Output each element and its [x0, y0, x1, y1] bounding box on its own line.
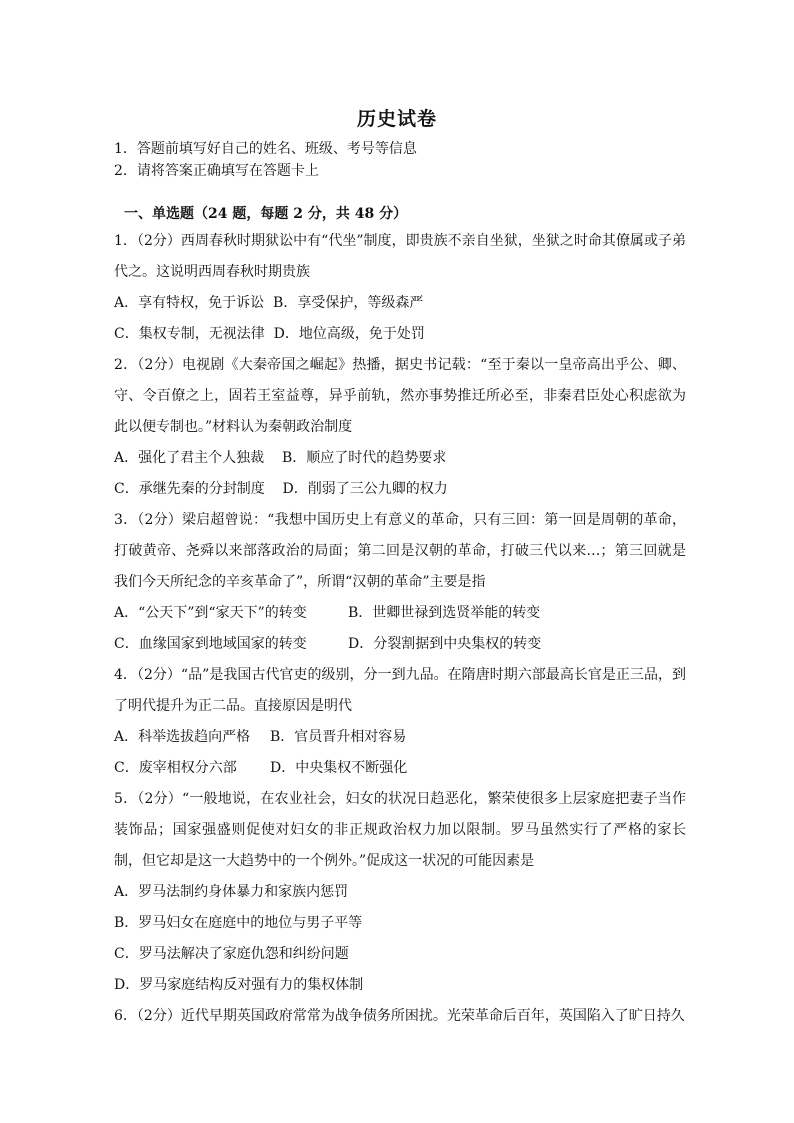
option-a: A．罗马法制约身体暴力和家族内惩罚: [114, 884, 349, 900]
question-stem: 5．（2分）“一般地说，在农业社会，妇女的状况日趋恶化，繁荣使很多上层家庭把妻子当作装饰品；国家强盛则促使对妇女的非正规政治权力加以限制。罗马虽然实行了严格的家长制，但它却是这一大趋势中的一个例外。”促成这一状况的可能因素是: [114, 791, 686, 869]
option-d: D．中央集权不断强化: [270, 760, 408, 776]
watermark: [618, 756, 648, 793]
option-d: D．削弱了三公九卿的权力: [282, 481, 448, 497]
option-b: B．罗马妇女在庭庭中的地位与男子平等: [114, 915, 363, 931]
instruction-line: 1．答题前填写好自己的姓名、班级、考号等信息: [114, 141, 417, 157]
option-row: [114, 598, 686, 629]
option-b: B．享受保护，等级森严: [273, 295, 424, 311]
option-d: D．分裂割据到中央集权的转变: [348, 636, 542, 652]
option-row: [114, 629, 686, 660]
option-a: A．科举选拔趋向严格: [114, 729, 251, 745]
question-stem: 3．（2分）梁启超曾说：“我想中国历史上有意义的革命，只有三回：第一回是周朝的革命，打破黄帝、尧舜以来部落政治的局面；第二回是汉朝的革命，打破三代以来…；第三回就是我们今天所纪念的辛亥革命了”，所谓“汉朝的革命”主要是指: [114, 512, 686, 590]
option-c: C．集权专制，无视法律: [114, 326, 265, 342]
question-stem: 2．（2分）电视剧《大秦帝国之崛起》热播，据史书记载：“至于秦以一皇帝高出乎公、卿、守、令百僚之上，固若王室益尊，异乎前轨，然亦事势推迁所必至，非秦君臣处心积虑欲为此以便专制也。”材料认为秦朝政治制度: [114, 357, 686, 435]
option-a: A．“公天下”到“家天下”的转变: [114, 605, 307, 621]
option-row: [114, 908, 686, 939]
option-d: D．地位高级，免于处罚: [273, 326, 425, 342]
option-row: [114, 474, 686, 505]
option-row: [114, 722, 686, 753]
option-row: [114, 288, 686, 319]
option-c: C．承继先秦的分封制度: [114, 481, 265, 497]
option-row: [114, 753, 686, 784]
option-row: [114, 939, 686, 970]
instruction-line: 2．请将答案正确填写在答题卡上: [114, 163, 319, 179]
option-row: [114, 443, 686, 474]
option-c: C．罗马法解决了家庭仇怨和纠纷问题: [114, 946, 349, 962]
option-row: [114, 877, 686, 908]
option-b: B．顺应了时代的趋势要求: [281, 450, 447, 466]
option-b: B．官员晋升相对容易: [270, 729, 407, 745]
page-title: 历史试卷: [356, 108, 437, 130]
question-stem: 6．（2分）近代早期英国政府常常为战争债务所困扰。光荣革命后百年，英国陷入了旷日持久: [114, 1008, 685, 1024]
option-c: C．废宰相权分六部: [114, 760, 237, 776]
option-row: [114, 970, 686, 1001]
section-heading: 一、单选题（24 题，每题 2 分，共 48 分）: [124, 206, 408, 222]
option-row: [114, 319, 686, 350]
instructions: [114, 138, 417, 182]
option-a: A．享有特权，免于诉讼: [114, 295, 265, 311]
question-stem: 4．（2分）“品”是我国古代官吏的级别，分一到九品。在隋唐时期六部最高长官是正三品，到了明代提升为正二品。直接原因是明代: [114, 667, 686, 714]
question-list: [114, 226, 686, 1032]
question-stem: 1．（2分）西周春秋时期狱讼中有“代坐”制度，即贵族不亲自坐狱，坐狱之时命其僚属或子弟代之。这说明西周春秋时期贵族: [114, 233, 686, 280]
option-b: B．世卿世禄到选贤举能的转变: [348, 605, 541, 621]
option-a: A．强化了君主个人独裁: [114, 450, 265, 466]
option-c: C．血缘国家到地域国家的转变: [114, 636, 307, 652]
option-d: D．罗马家庭结构反对强有力的集权体制: [114, 977, 364, 993]
